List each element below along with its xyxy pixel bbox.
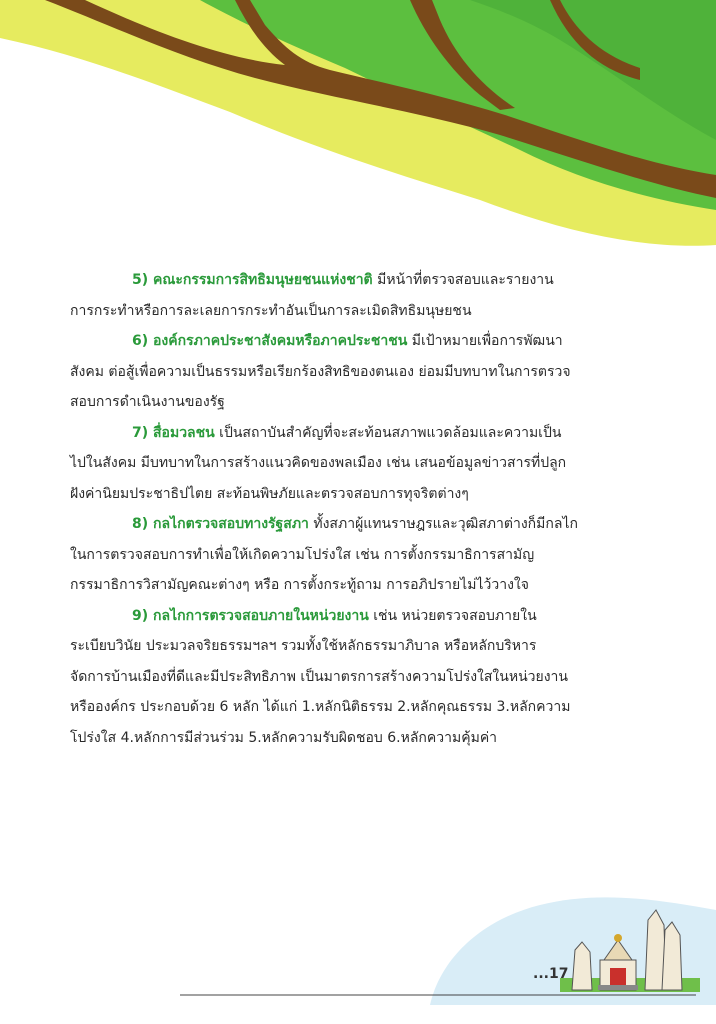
text-line	[70, 326, 638, 357]
paragraph	[70, 509, 638, 601]
paragraph	[70, 326, 638, 418]
paragraph-heading: 9) กลไกการตรวจสอบภายในหน่วยงาน	[132, 607, 369, 624]
text-line	[70, 265, 638, 296]
paragraph-heading: 7) สื่อมวลชน	[132, 424, 215, 441]
paragraph-text: ทั้งสภาผู้แทนราษฎรและวุฒิสภาต่างก็มีกลไก	[308, 516, 578, 532]
page-number: ...17	[533, 966, 569, 982]
document-body	[70, 265, 638, 753]
text-line	[70, 418, 638, 449]
text-line: ไปในสังคม มีบทบาทในการสร้างแนวคิดของพลเมือง เช่น เสนอข้อมูลข่าวสารที่ปลูก	[70, 455, 567, 471]
paragraph-text: เป็นสถาบันสำคัญที่จะสะท้อนสภาพแวดล้อมและความเป็น	[214, 424, 562, 441]
text-line: สังคม ต่อสู้เพื่อความเป็นธรรมหรือเรียกร้องสิทธิของตนเอง ย่อมมีบทบาทในการตรวจ	[70, 363, 571, 380]
text-line	[70, 509, 638, 540]
paragraph-text: มีหน้าที่ตรวจสอบและรายงาน	[372, 272, 554, 288]
text-line: ฝังค่านิยมประชาธิปไตย สะท้อนพิษภัยและตรวจสอบการทุจริตต่างๆ	[70, 485, 469, 502]
paragraph-text: เช่น หน่วยตรวจสอบภายใน	[368, 607, 537, 624]
text-line: จัดการบ้านเมืองที่ดีและมีประสิทธิภาพ เป็นมาตรการสร้างความโปร่งใสในหน่วยงาน	[70, 668, 568, 685]
text-line: สอบการดำเนินงานของรัฐ	[70, 394, 225, 410]
text-line: การกระทำหรือการละเลยการกระทำอันเป็นการละเมิดสิทธิมนุษยชน	[70, 302, 472, 319]
paragraph-text: มีเป้าหมายเพื่อการพัฒนา	[407, 333, 563, 349]
paragraph	[70, 601, 638, 754]
democracy-monument-illustration	[0, 880, 716, 1024]
paragraph	[70, 418, 638, 510]
text-line: ระเบียบวินัย ประมวลจริยธรรมฯลฯ รวมทั้งใช้หลักธรรมาภิบาล หรือหลักบริหาร	[70, 638, 537, 654]
tree-branch-illustration	[0, 0, 716, 250]
text-line	[70, 601, 638, 632]
text-line: โปร่งใส 4.หลักการมีส่วนร่วม 5.หลักความรับผิดชอบ 6.หลักความคุ้มค่า	[70, 729, 498, 746]
text-line: กรรมาธิการวิสามัญคณะต่างๆ หรือ การตั้งกระทู้ถาม การอภิปรายไม่ไว้วางใจ	[70, 577, 529, 593]
text-line: ในการตรวจสอบการทำเพื่อให้เกิดความโปร่งใส เช่น การตั้งกรรมาธิการสามัญ	[70, 546, 535, 563]
paragraph	[70, 265, 638, 326]
paragraph-heading: 8) กลไกตรวจสอบทางรัฐสภา	[132, 516, 309, 532]
text-line: หรือองค์กร ประกอบด้วย 6 หลัก ได้แก่ 1.หลักนิติธรรม 2.หลักคุณธรรม 3.หลักความ	[70, 699, 571, 715]
paragraph-heading: 6) องค์กรภาคประชาสังคมหรือภาคประชาชน	[132, 333, 408, 349]
paragraph-heading: 5) คณะกรรมการสิทธิมนุษยชนแห่งชาติ	[132, 272, 373, 288]
